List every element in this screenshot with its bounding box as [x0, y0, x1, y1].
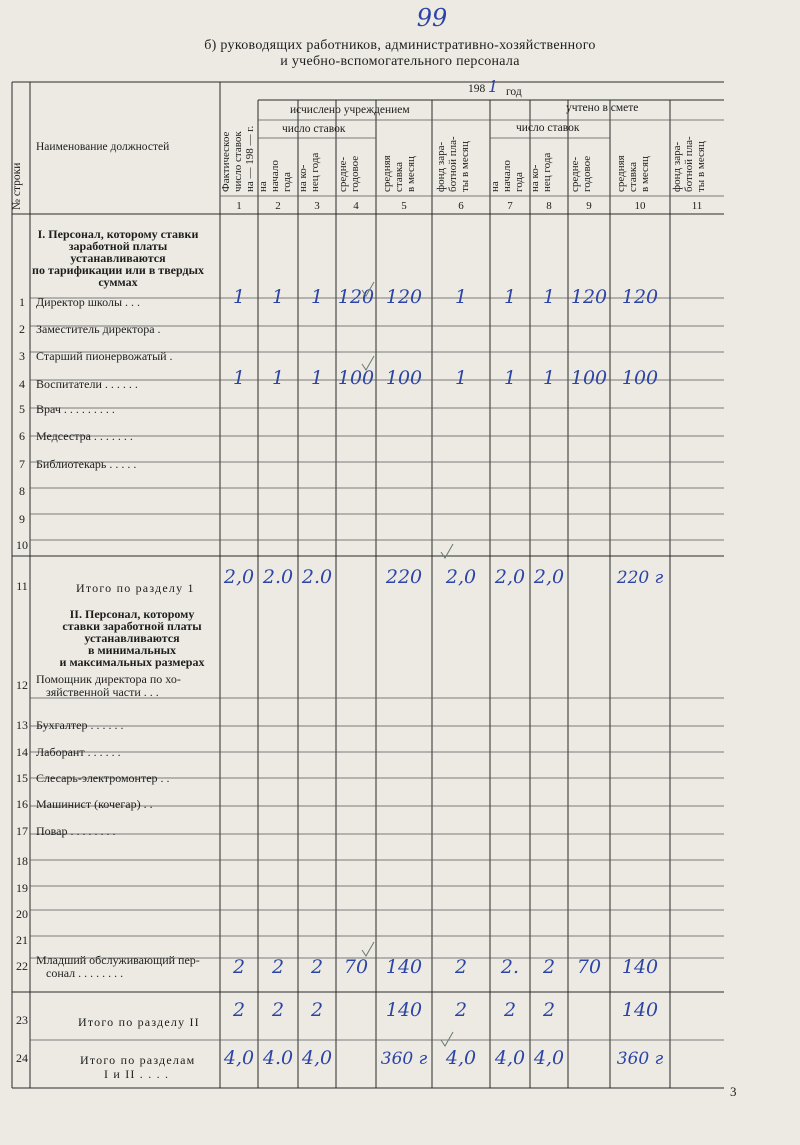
- table-cell-value: 70: [576, 956, 602, 978]
- sub-header-avg-rate: средняя: [615, 155, 627, 192]
- row-label: Младший обслуживающий пер-: [36, 953, 200, 967]
- column-number: 1: [236, 200, 242, 212]
- row-number: 1: [19, 295, 25, 309]
- sub-header-end-year: нец года: [541, 152, 553, 192]
- table-cell-value: 1: [310, 286, 324, 308]
- row-number: 13: [16, 718, 28, 732]
- sub-header-avg-year: средне-: [569, 156, 581, 192]
- header-rate-count-budget: число ставок: [516, 122, 580, 134]
- row-label: Машинист (кочегар) . .: [36, 797, 153, 811]
- table-cell-value: 120: [621, 286, 659, 308]
- table-cell-value: 100: [337, 367, 375, 389]
- row-label: Лаборант . . . . . .: [36, 745, 121, 759]
- header-calculated: исчислено учреждением: [290, 104, 410, 116]
- row-label: зяйственной части . . .: [46, 685, 159, 699]
- row-label: сонал . . . . . . . .: [46, 966, 124, 980]
- table-cell-value: 100: [621, 367, 659, 389]
- header-rate-count-calc: число ставок: [282, 123, 346, 135]
- table-cell-value: 1: [454, 286, 468, 308]
- section2-title-5: и максимальных размерах: [59, 655, 205, 669]
- table-cell-value: 1: [232, 367, 246, 389]
- table-cell-value: 100: [570, 367, 608, 389]
- row-number: 4: [19, 377, 25, 391]
- table-cell-value: 1: [271, 286, 285, 308]
- column-number: 11: [691, 200, 703, 212]
- row-label: Слесарь-электромонтер . .: [36, 771, 170, 785]
- sub-header-start-year: года: [513, 172, 525, 192]
- header-year-suffix: год: [506, 86, 522, 98]
- row-number: 6: [19, 429, 25, 443]
- sub-header-wage-fund: ты в месяц: [459, 141, 471, 192]
- header-actual-rate-2: число ставок: [232, 131, 244, 192]
- sub-header-avg-year: годовое: [581, 155, 593, 192]
- row-number: 22: [16, 959, 28, 973]
- column-numbers: [236, 200, 702, 212]
- table-cell-value: 4,0: [533, 1047, 565, 1069]
- row-number: 21: [16, 933, 28, 947]
- row-label: Повар . . . . . . . .: [36, 824, 116, 838]
- column-number: 10: [634, 200, 646, 212]
- header-budgeted: учтено в смете: [566, 102, 639, 114]
- table-cell-value: 2: [542, 999, 556, 1021]
- table-cell-value: 2: [271, 999, 285, 1021]
- row-number: 16: [16, 797, 28, 811]
- column-number: 2: [275, 200, 281, 212]
- table-cell-value: 220: [385, 566, 423, 588]
- header-year-prefix: 198: [468, 83, 486, 95]
- row-number: 24: [16, 1051, 28, 1065]
- row-number: 23: [16, 1013, 28, 1027]
- header-year-handwritten: 1: [488, 77, 499, 96]
- section1-title-4: по тарификации или в твердых: [32, 263, 204, 277]
- row-number: 10: [16, 538, 28, 552]
- column-number: 4: [353, 200, 359, 212]
- sub-header-end-year: на ко-: [529, 164, 541, 192]
- table-cell-value: 2,0: [223, 566, 255, 588]
- table-cell-value: 70: [343, 956, 369, 978]
- table-cell-value: 140: [621, 956, 659, 978]
- table-cell-value: 1: [503, 367, 517, 389]
- table-cell-value: 2: [454, 999, 468, 1021]
- table-cell-value: 2: [271, 956, 285, 978]
- table-rows: [16, 286, 664, 1069]
- row-number: 12: [16, 678, 28, 692]
- table-cell-value: 2: [310, 999, 324, 1021]
- table-cell-value: 4,0: [223, 1047, 255, 1069]
- table-cell-value: 2: [503, 999, 517, 1021]
- table-cell-value: 2: [232, 999, 246, 1021]
- header-position-name: Наименование должностей: [36, 141, 170, 153]
- row-number: 18: [16, 854, 28, 868]
- sub-header-wage-fund: ты в месяц: [695, 141, 707, 192]
- table-cell-value: 2: [454, 956, 468, 978]
- column-number: 5: [401, 200, 407, 212]
- column-number: 9: [586, 200, 592, 212]
- table-cell-value: 120: [337, 286, 375, 308]
- title-line-1: б) руководящих работников, административно-хозяйственного: [204, 38, 596, 53]
- section1-title-3: устанавливаются: [70, 251, 166, 265]
- sub-header-wage-fund: фонд зара-: [671, 141, 683, 192]
- sub-header-end-year: на ко-: [297, 164, 309, 192]
- row-label: Помощник директора по хо-: [36, 672, 181, 686]
- section1-title-2: заработной платы: [68, 239, 168, 253]
- table-cell-value: 2,0: [494, 566, 526, 588]
- table-cell-value: 1: [232, 286, 246, 308]
- row-number: 20: [16, 907, 28, 921]
- table-cell-value: 2.: [500, 956, 520, 978]
- table-cell-value: 120: [385, 286, 423, 308]
- row-label: Старший пионервожатый .: [36, 349, 173, 363]
- table-cell-value: 360 г: [616, 1049, 664, 1069]
- table-cell-value: 1: [503, 286, 517, 308]
- row-number: 17: [16, 824, 28, 838]
- header-actual-rate-3: на — 198 — г.: [244, 125, 256, 192]
- table-cell-value: 100: [385, 367, 423, 389]
- table-cell-value: 1: [310, 367, 324, 389]
- sub-header-avg-year: годовое: [349, 155, 361, 192]
- table-cell-value: 4,0: [494, 1047, 526, 1069]
- section2-title-4: в минимальных: [88, 643, 176, 657]
- section2-title-3: устанавливаются: [84, 631, 180, 645]
- table-cell-value: 120: [570, 286, 608, 308]
- sub-header-start-year: на: [489, 181, 501, 192]
- table-cell-value: 1: [454, 367, 468, 389]
- header-actual-rate-1: Фактическое: [220, 131, 232, 192]
- section1-title-1: I. Персонал, которому ставки: [37, 227, 199, 241]
- section2-total-label: Итого по разделу II: [78, 1015, 200, 1029]
- row-number: 19: [16, 881, 28, 895]
- sub-header-start-year: начало: [501, 160, 513, 192]
- sub-header-avg-rate: ставка: [393, 162, 405, 192]
- row-number: 5: [19, 402, 25, 416]
- sub-header-start-year: года: [281, 172, 293, 192]
- row-number: 15: [16, 771, 28, 785]
- sub-header-end-year: нец года: [309, 152, 321, 192]
- column-number: 6: [458, 200, 464, 212]
- table-cell-value: 1: [542, 286, 556, 308]
- page-number: 99: [416, 4, 448, 32]
- table-cell-value: 2: [232, 956, 246, 978]
- corner-mark: 3: [730, 1084, 737, 1099]
- table-cell-value: 4,0: [445, 1047, 477, 1069]
- section2-title-2: ставки заработной платы: [62, 619, 202, 633]
- table-cell-value: 2,0: [445, 566, 477, 588]
- row-label: Медсестра . . . . . . .: [36, 429, 133, 443]
- table-cell-value: 4,0: [301, 1047, 333, 1069]
- row-label: Заместитель директора .: [36, 322, 161, 336]
- column-number: 8: [546, 200, 552, 212]
- row-label: Директор школы . . .: [36, 295, 141, 309]
- sub-header-wage-fund: фонд зара-: [435, 141, 447, 192]
- table-cell-value: 140: [621, 999, 659, 1021]
- table-cell-value: 140: [385, 956, 423, 978]
- row-number: 3: [19, 349, 25, 363]
- sub-header-avg-rate: в месяц: [405, 156, 417, 192]
- table-cell-value: 140: [385, 999, 423, 1021]
- sub-header-start-year: на: [257, 181, 269, 192]
- table-cell-value: 4.0: [262, 1047, 294, 1069]
- row-label: Воспитатели . . . . . .: [36, 377, 138, 391]
- section2-title-1: II. Персонал, которому: [69, 607, 195, 621]
- table-cell-value: 1: [542, 367, 556, 389]
- table-cell-value: 360 г: [380, 1049, 428, 1069]
- row-number: 2: [19, 322, 25, 336]
- sub-header-avg-year: средне-: [337, 156, 349, 192]
- row-number: 7: [19, 457, 25, 471]
- grand-total-label-2: I и II . . . .: [104, 1067, 170, 1081]
- column-number: 3: [314, 200, 320, 212]
- header-row-number: № строки: [11, 162, 23, 210]
- row-label: Библиотекарь . . . . .: [36, 457, 137, 471]
- section1-title-5: суммах: [98, 275, 138, 289]
- row-label: Бухгалтер . . . . . .: [36, 718, 124, 732]
- row-label: Врач . . . . . . . . .: [36, 402, 115, 416]
- title-line-2: и учебно-вспомогательного персонала: [280, 54, 520, 69]
- grand-total-label-1: Итого по разделам: [80, 1053, 196, 1067]
- column-number: 7: [507, 200, 513, 212]
- section1-total-label: Итого по разделу 1: [76, 581, 195, 595]
- check-mark: [441, 1032, 453, 1046]
- table-cell-value: 2.0: [301, 566, 333, 588]
- table-cell-value: 220 г: [616, 568, 664, 588]
- row-number: 14: [16, 745, 28, 759]
- sub-header-wage-fund: ботной пла-: [683, 136, 695, 192]
- table-cell-value: 2: [542, 956, 556, 978]
- sub-headers: [257, 136, 707, 192]
- sub-header-wage-fund: ботной пла-: [447, 136, 459, 192]
- row-number: 11: [16, 579, 28, 593]
- table-cell-value: 2,0: [533, 566, 565, 588]
- table-cell-value: 2: [310, 956, 324, 978]
- sub-header-avg-rate: в месяц: [639, 156, 651, 192]
- sub-header-avg-rate: средняя: [381, 155, 393, 192]
- row-number: 9: [19, 512, 25, 526]
- table-cell-value: 2.0: [262, 566, 294, 588]
- check-mark: [362, 942, 374, 956]
- sub-header-start-year: начало: [269, 160, 281, 192]
- sub-header-avg-rate: ставка: [627, 162, 639, 192]
- table-cell-value: 1: [271, 367, 285, 389]
- row-number: 8: [19, 484, 25, 498]
